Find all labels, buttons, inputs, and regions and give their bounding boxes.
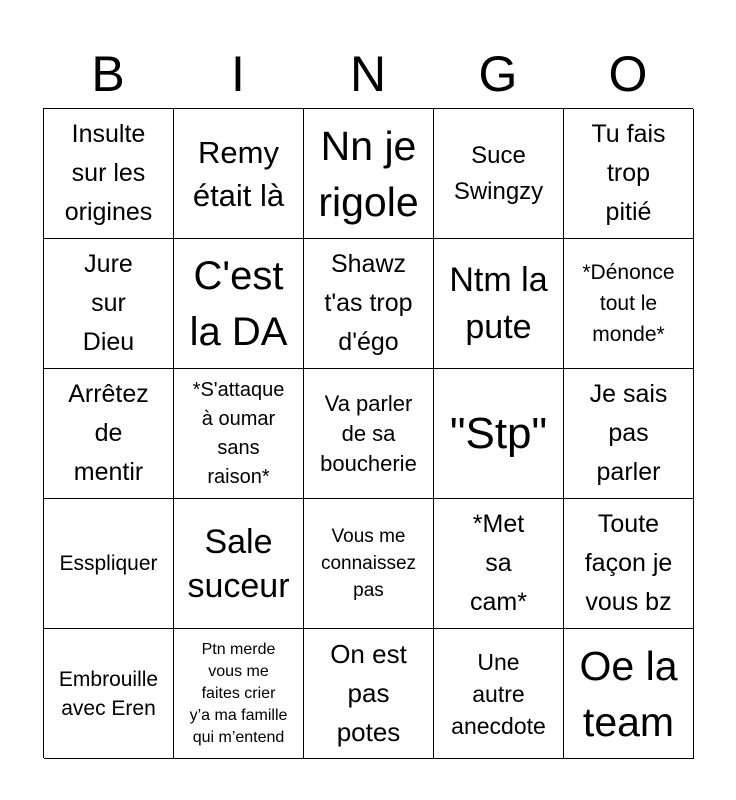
cell-text: Je sais pas parler [589,380,668,486]
bingo-cell[interactable] [174,369,304,499]
cell-text: Tu fais trop pitié [591,120,666,226]
bingo-cell[interactable] [44,499,174,629]
bingo-cell[interactable] [174,239,304,369]
bingo-cell[interactable] [564,499,694,629]
cell-text: *S'attaque à oumar sans raison* [192,378,285,488]
cell-text: Insulte sur les origines [64,120,153,226]
bingo-cell[interactable] [174,499,304,629]
bingo-cell[interactable] [44,239,174,369]
bingo-cell[interactable] [44,629,174,759]
header-letter-g: G [478,46,518,102]
cell-text: Esspliquer [59,551,158,575]
cell-text: Shawz t'as trop d'égo [324,250,413,356]
cell-text: Va parler de sa boucherie [320,390,417,476]
header-letter-n: N [349,46,387,102]
bingo-cell[interactable] [174,109,304,239]
header-letter-i: I [231,46,245,102]
bingo-cell[interactable] [434,499,564,629]
cell-text: Nn je rigole [318,122,419,225]
bingo-cell[interactable] [434,369,564,499]
cell-text: Oe la team [579,642,678,745]
cell-text: Sale suceur [187,522,290,605]
cell-text: C'est la DA [189,253,288,354]
cell-text: Embrouille avec Eren [58,667,159,720]
bingo-cell[interactable] [304,499,434,629]
cell-text: Ptn merde vous me faites crier y’a ma famille qui m’entend [189,640,288,746]
bingo-cell[interactable] [564,109,694,239]
cell-text: "Stp" [449,408,548,458]
cell-text: On est pas potes [330,639,407,747]
bingo-cell[interactable] [564,239,694,369]
cell-text: Remy était là [192,134,285,213]
bingo-cell[interactable] [304,629,434,759]
bingo-cell[interactable] [174,629,304,759]
bingo-cell[interactable] [304,109,434,239]
cell-text: *Dénonce tout le monde* [582,261,675,346]
header-letter-o: O [608,46,648,102]
bingo-cell[interactable] [434,239,564,369]
cell-text: Ntm la pute [449,260,548,346]
bingo-cell[interactable] [434,629,564,759]
bingo-cell[interactable] [304,369,434,499]
bingo-cell[interactable] [564,369,694,499]
cell-text: *Met sa cam* [470,510,527,616]
bingo-cell[interactable] [564,629,694,759]
header-letter-b: B [91,46,125,102]
cell-text: Une autre anecdote [451,648,546,739]
cell-text: Vous me connaissez pas [320,526,417,601]
bingo-header [43,40,693,108]
bingo-cell[interactable] [44,109,174,239]
cell-text: Toute façon je vous bz [584,510,673,616]
cell-text: Suce Swingzy [453,141,544,205]
cell-text: Arrêtez de mentir [68,380,149,486]
bingo-cell[interactable] [44,369,174,499]
bingo-cell[interactable] [434,109,564,239]
cell-text: Jure sur Dieu [82,250,135,356]
bingo-cell[interactable] [304,239,434,369]
bingo-grid [43,108,693,758]
